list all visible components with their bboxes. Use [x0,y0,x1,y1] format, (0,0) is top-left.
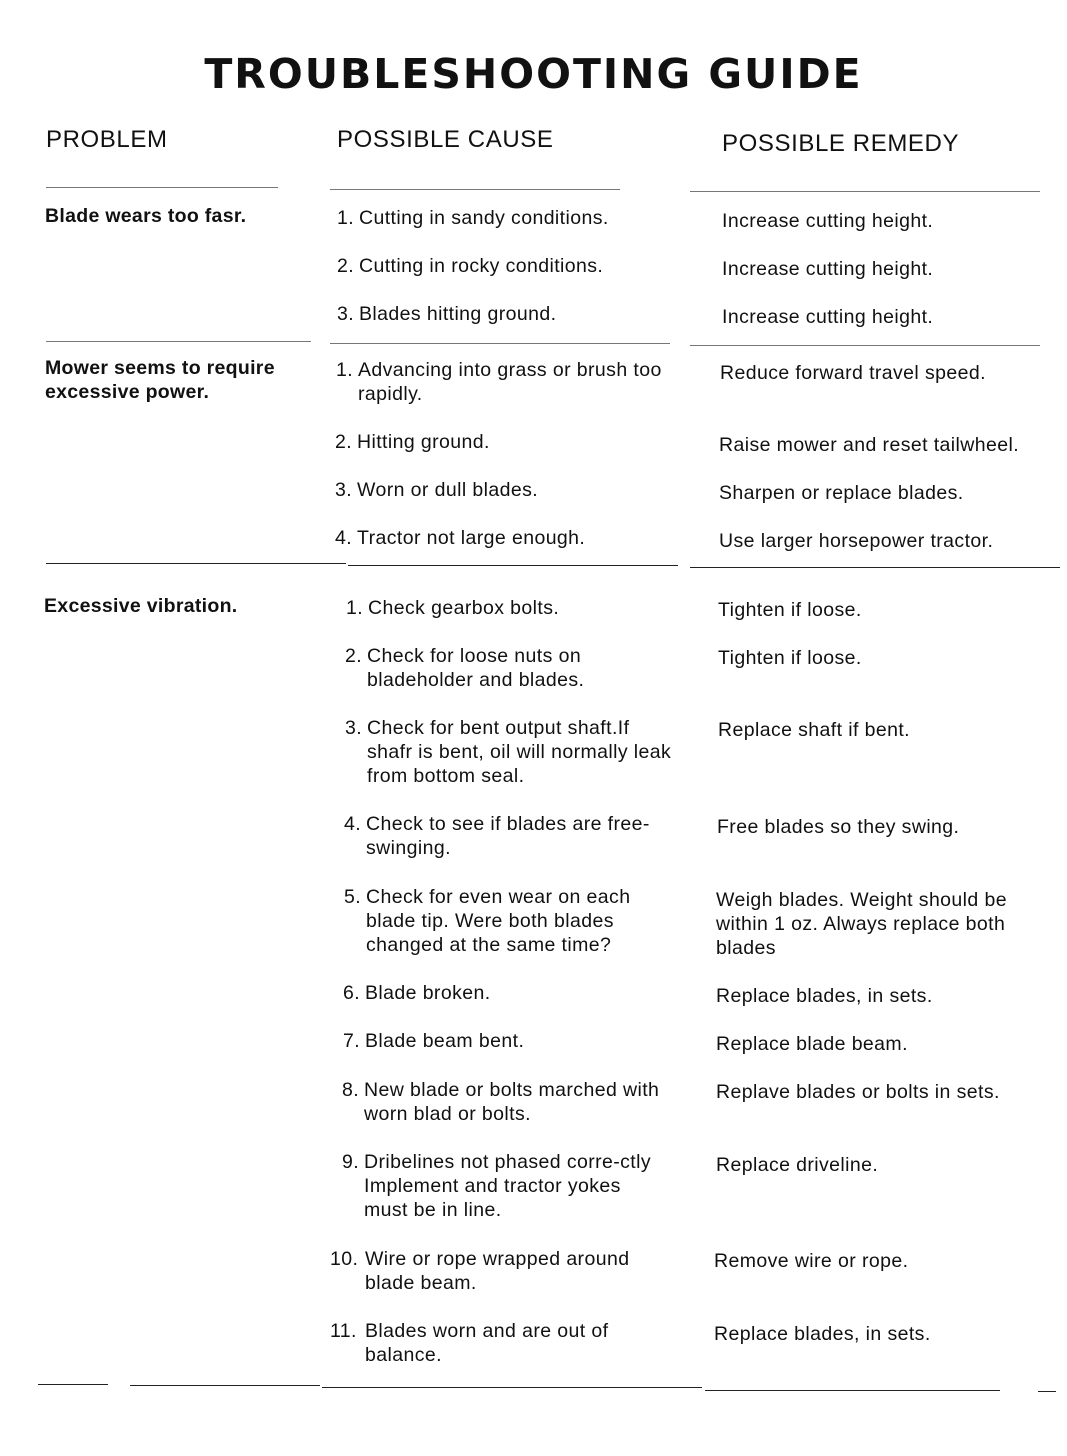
cause-item: 1. Advancing into grass or brush too rapidly. [336,358,696,406]
divider [690,191,1040,192]
cause-item: 7. Blade beam bent. [343,1029,703,1053]
divider [705,1390,1000,1391]
cause-text: Check for loose nuts on bladeholder and blades. [367,645,585,691]
remedy-text: Tighten if loose. [718,647,862,669]
remedy-text: Replace blades, in sets. [716,985,933,1007]
remedy-text: Increase cutting height. [722,258,934,280]
cause-text: Worn or dull blades. [357,479,539,501]
remedy-text: Sharpen or replace blades. [719,482,964,504]
cause-item: 6. Blade broken. [343,981,703,1005]
cause-text: Blade broken. [365,982,491,1004]
remedy-text: Reduce forward travel speed. [720,362,986,384]
header-possible-cause: POSSIBLE CAUSE [337,126,554,153]
cause-item: 2. Check for loose nuts on bladeholder and blades. [345,644,705,692]
remedy-text: Tighten if loose. [718,599,862,621]
cause-item: 3. Blades hitting ground. [337,302,697,326]
divider [348,565,678,566]
divider [46,563,346,564]
divider [38,1384,108,1385]
cause-text: Blade beam bent. [365,1030,525,1052]
remedy-text: Replace driveline. [716,1154,879,1176]
divider [322,1387,702,1388]
remedy-text: Free blades so they swing. [717,816,960,838]
cause-item: 2. Cutting in rocky conditions. [337,254,697,278]
problem-label: Blade wears too fasr. [45,205,247,227]
remedy-text: Increase cutting height. [722,306,934,328]
remedy-text: Replace blade beam. [716,1033,908,1055]
problem-label: Excessive vibration. [44,595,238,617]
divider [690,567,1060,568]
cause-item: 1. Cutting in sandy conditions. [337,206,697,230]
cause-item: 11. Blades worn and are out of balance. [330,1319,690,1367]
header-possible-remedy: POSSIBLE REMEDY [722,130,960,157]
divider [690,345,1040,346]
remedy-text: Increase cutting height. [722,210,934,232]
remedy-text: Use larger horsepower tractor. [719,530,994,552]
cause-text: Cutting in rocky conditions. [359,255,604,277]
cause-text: Tractor not large enough. [357,527,586,549]
divider [130,1385,320,1386]
cause-text: Dribelines not phased corre-ctly Implement and tractor yokes must be in line. [364,1151,652,1221]
cause-item: 8. New blade or bolts marched with worn blad or bolts. [342,1078,702,1126]
cause-text: Check gearbox bolts. [368,597,560,619]
cause-text: Blades hitting ground. [359,303,557,325]
cause-text: New blade or bolts marched with worn blad or bolts. [364,1079,660,1125]
cause-item: 1. Check gearbox bolts. [346,596,706,620]
page-title: TROUBLESHOOTING GUIDE [204,50,863,98]
cause-item: 4. Tractor not large enough. [335,526,695,550]
cause-item: 4. Check to see if blades are free-swinging. [344,812,704,860]
cause-text: Check to see if blades are free-swinging. [366,813,650,859]
remedy-text: Weigh blades. Weight should be within 1 oz. Always replace both blades [716,889,1007,959]
cause-text: Hitting ground. [357,431,490,453]
remedy-text: Remove wire or rope. [714,1250,909,1272]
cause-item: 2. Hitting ground. [335,430,695,454]
cause-text: Check for even wear on each blade tip. Were both blades changed at the same time? [366,886,631,956]
header-problem: PROBLEM [46,126,168,153]
cause-item: 3. Check for bent output shaft.If shafr is bent, oil will normally leak from bottom seal. [345,716,705,788]
cause-text: Blades worn and are out of balance. [365,1320,609,1366]
cause-item: 10. Wire or rope wrapped around blade beam. [330,1247,690,1295]
divider [46,187,278,188]
cause-text: Cutting in sandy conditions. [359,207,609,229]
cause-text: Wire or rope wrapped around blade beam. [365,1248,630,1294]
divider [330,189,620,190]
remedy-text: Replace shaft if bent. [718,719,910,741]
cause-item: 3. Worn or dull blades. [335,478,695,502]
remedy-text: Raise mower and reset tailwheel. [719,434,1020,456]
cause-text: Advancing into grass or brush too rapidly. [358,359,662,405]
cause-item: 9. Dribelines not phased corre-ctly Implement and tractor yokes must be in line. [342,1150,702,1222]
divider [46,341,311,342]
divider [1038,1391,1056,1392]
remedy-text: Replace blades, in sets. [714,1323,931,1345]
remedy-text: Replave blades or bolts in sets. [716,1081,1000,1103]
cause-text: Check for bent output shaft.If shafr is bent, oil will normally leak from bottom seal. [367,717,672,787]
problem-label: Mower seems to require excessive power. [45,357,275,403]
cause-item: 5. Check for even wear on each blade tip. Were both blades changed at the same time? [344,885,704,957]
divider [330,343,670,344]
